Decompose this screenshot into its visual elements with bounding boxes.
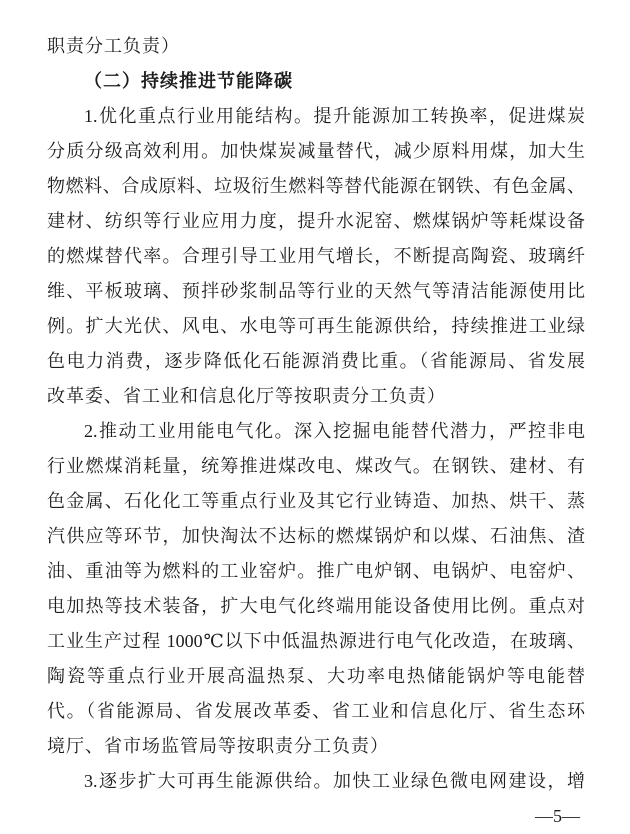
text-line: 色电力消费，逐步降低化石能源消费比重。（省能源局、省发展 [47,351,585,371]
document-body [47,29,585,799]
text-line: 油、重油等为燃料的工业窑炉。推广电炉钢、电锅炉、电窑炉、 [47,561,585,581]
text-line: 工业生产过程 1000℃以下中低温热源进行电气化改造，在玻璃、 [47,631,585,651]
section-heading: （二）持续推进节能降碳 [84,71,293,91]
text-line: 改革委、省工业和信息化厅等按职责分工负责） [47,386,446,406]
text-line: 陶瓷等重点行业开展高温热泵、大功率电热储能锅炉等电能替 [47,666,585,686]
text-line: 建材、纺织等行业应用力度，提升水泥窑、燃煤锅炉等耗煤设备 [47,211,585,231]
text-line: 代。（省能源局、省发展改革委、省工业和信息化厅、省生态环 [47,701,585,721]
text-line: 色金属、石化化工等重点行业及其它行业铸造、加热、烘干、蒸 [47,491,585,511]
text-line: 3.逐步扩大可再生能源供给。加快工业绿色微电网建设，增 [84,771,585,791]
text-line: 职责分工负责） [47,36,180,56]
text-line: 物燃料、合成原料、垃圾衍生燃料等替代能源在钢铁、有色金属、 [47,176,585,196]
text-line: 2.推动工业用能电气化。深入挖掘电能替代潜力，严控非电 [84,421,585,441]
text-line: 电加热等技术装备，扩大电气化终端用能设备使用比例。重点对 [47,596,585,616]
page-number: —5— [535,806,580,826]
text-line: 境厅、省市场监管局等按职责分工负责） [47,736,389,756]
text-line: 1.优化重点行业用能结构。提升能源加工转换率，促进煤炭 [84,106,585,126]
text-line: 的燃煤替代率。合理引导工业用气增长，不断提高陶瓷、玻璃纤 [47,246,585,266]
text-line: 行业燃煤消耗量，统筹推进煤改电、煤改气。在钢铁、建材、有 [47,456,585,476]
text-line: 汽供应等环节，加快淘汰不达标的燃煤锅炉和以煤、石油焦、渣 [47,526,585,546]
text-line: 例。扩大光伏、风电、水电等可再生能源供给，持续推进工业绿 [47,316,585,336]
text-line: 维、平板玻璃、预拌砂浆制品等行业的天然气等清洁能源使用比 [47,281,585,301]
text-line: 分质分级高效利用。加快煤炭减量替代，减少原料用煤，加大生 [47,141,585,161]
